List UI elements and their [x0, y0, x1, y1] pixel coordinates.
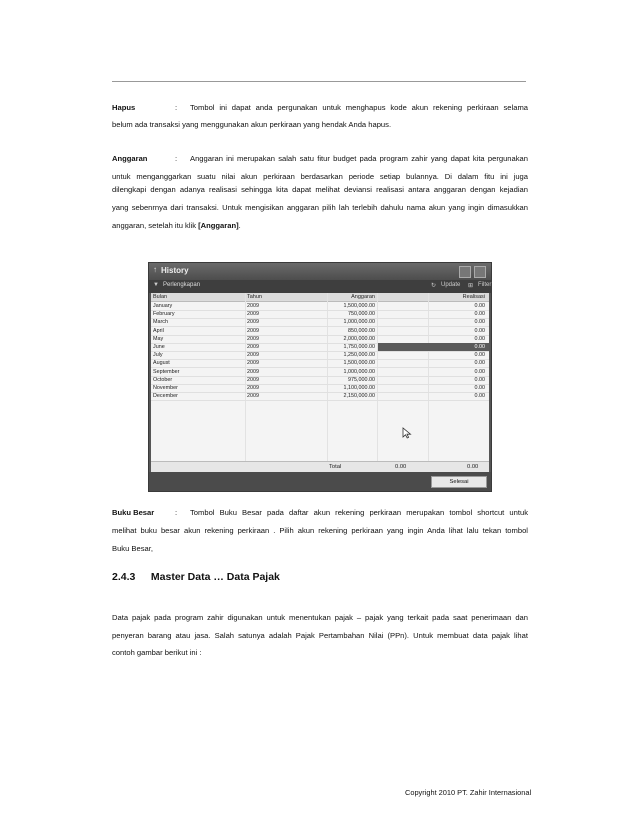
anggaran-line-4: yang sebenrnya dari transaksi. Untuk mengisikan anggaran pilih lah terlebih dahulu nama akun yang ingin dimasukkan: [112, 203, 528, 212]
total-label: Total: [329, 464, 342, 470]
back-arrow-icon[interactable]: ↑: [153, 265, 157, 274]
cell-tahun[interactable]: 2009: [247, 311, 259, 318]
anggaran-line-2: untuk menganggarkan suatu nilai akun perkiraan berdasarkan periode setiap bulannya. Di dalam fitu ini juga: [112, 172, 528, 181]
filter-icon[interactable]: ⊞: [468, 283, 474, 289]
history-window: [148, 262, 492, 492]
anggaran-line-5-end: .: [238, 221, 241, 230]
column-header-tahun[interactable]: Tahun: [247, 294, 262, 300]
cell-anggaran[interactable]: 1,100,000.00: [343, 385, 375, 391]
refresh-icon[interactable]: ↻: [431, 283, 437, 289]
cell-anggaran[interactable]: 1,500,000.00: [343, 360, 375, 367]
cell-bulan[interactable]: January: [153, 303, 173, 309]
budget-table: [151, 293, 489, 472]
cell-anggaran[interactable]: 1,000,000.00: [343, 368, 375, 375]
cell-anggaran[interactable]: 1,750,000.00: [343, 344, 375, 350]
pajak-line-1: Data pajak pada program zahir digunakan untuk menentukan pajak – pajak yang terkait pada saat penerimaan dan: [112, 613, 528, 622]
selesai-button[interactable]: Selesai: [431, 476, 487, 488]
anggaran-term: Anggaran: [112, 154, 148, 163]
table-row[interactable]: [151, 392, 489, 401]
cell-bulan[interactable]: July: [153, 352, 163, 359]
cell-bulan[interactable]: December: [153, 393, 178, 400]
cell-tahun[interactable]: 2009: [247, 319, 259, 326]
maximize-icon[interactable]: [474, 266, 486, 278]
hapus-colon: :: [175, 103, 178, 112]
column-header-bulan[interactable]: Bulan: [153, 294, 168, 300]
bukubesar-line-3: Buku Besar,: [112, 544, 153, 553]
panel-account-name: Perlengkapan: [163, 282, 201, 288]
hapus-line-1: Tombol ini dapat anda pergunakan untuk menghapus kode akun rekening perkiraan selama: [190, 103, 528, 112]
cell-realisasi[interactable]: 0.00: [474, 368, 485, 375]
cell-bulan[interactable]: April: [153, 327, 164, 334]
bukubesar-colon: :: [175, 508, 178, 517]
cell-tahun[interactable]: 2009: [247, 352, 259, 359]
cell-realisasi[interactable]: 0.00: [474, 319, 485, 326]
column-header-anggaran[interactable]: Anggaran: [351, 294, 375, 300]
mouse-pointer-icon: [402, 427, 412, 439]
cell-bulan[interactable]: August: [153, 360, 170, 367]
header-rule: [112, 81, 526, 82]
cell-tahun[interactable]: 2009: [247, 360, 259, 367]
cell-tahun[interactable]: 2009: [247, 344, 259, 350]
bukubesar-line-2: melihat buku besar akun rekening perkiraan . Pilih akun rekening perkiraan yang ingin Anda lihat lalu tekan tombol: [112, 526, 528, 535]
cell-anggaran[interactable]: 750,000.00: [348, 311, 375, 318]
anggaran-button-ref: [Anggaran]: [198, 221, 239, 230]
cell-tahun[interactable]: 2009: [247, 376, 259, 383]
update-button[interactable]: Update: [441, 282, 461, 288]
cell-anggaran[interactable]: 850,000.00: [348, 327, 375, 334]
cell-realisasi[interactable]: 0.00: [474, 376, 485, 383]
section-number: 2.4.3: [112, 571, 136, 583]
cell-tahun[interactable]: 2009: [247, 303, 259, 309]
cell-tahun[interactable]: 2009: [247, 393, 259, 400]
cell-anggaran[interactable]: 2,000,000.00: [343, 335, 375, 342]
cell-realisasi[interactable]: 0.00: [474, 385, 485, 391]
anggaran-line-5: [112, 216, 528, 236]
cell-realisasi[interactable]: 0.00: [474, 393, 485, 400]
cell-realisasi[interactable]: 0.00: [474, 335, 485, 342]
anggaran-line-3: dilengkapi dengan adanya realisasi sehingga kita dapat melihat deviansi realisasi antara anggaran dengan kejadian: [112, 185, 528, 194]
filter-button[interactable]: Filter: [478, 282, 492, 288]
page-footer: Copyright 2010 PT. Zahir Internasional: [405, 788, 532, 797]
cell-bulan[interactable]: March: [153, 319, 168, 326]
cell-anggaran[interactable]: 975,000.00: [348, 376, 375, 383]
cell-bulan[interactable]: October: [153, 376, 173, 383]
anggaran-line-5-text: anggaran, setelah itu klik: [112, 221, 199, 230]
column-header-realisasi[interactable]: Realisasi: [462, 294, 485, 300]
cell-realisasi[interactable]: 0.00: [474, 303, 485, 309]
window-titlebar: [149, 263, 491, 280]
table-header: [151, 293, 489, 302]
bukubesar-line-1: Tombol Buku Besar pada daftar akun rekening perkiraan merupakan tombol shortcut untuk: [190, 508, 528, 517]
cell-tahun[interactable]: 2009: [247, 327, 259, 334]
minimize-icon[interactable]: [459, 266, 471, 278]
cell-realisasi[interactable]: 0.00: [474, 327, 485, 334]
cell-tahun[interactable]: 2009: [247, 368, 259, 375]
bukubesar-term: Buku Besar: [112, 508, 155, 517]
hapus-term: Hapus: [112, 103, 136, 112]
pajak-line-3: contoh gambar berikut ini :: [112, 648, 202, 657]
cell-bulan[interactable]: June: [153, 344, 165, 350]
pajak-line-2: penyeran barang atau jasa. Salah satunya adalah Pajak Pertambahan Nilai (PPn). Untuk membuat data pajak lihat: [112, 631, 528, 640]
cell-anggaran[interactable]: 1,250,000.00: [343, 352, 375, 359]
window-footer: [149, 472, 491, 491]
cell-bulan[interactable]: November: [153, 385, 178, 391]
collapse-triangle-icon[interactable]: ▼: [153, 282, 159, 288]
panel-toolbar: [149, 280, 491, 293]
hapus-line-2: belum ada transaksi yang menggunakan akun perkiraan yang hendak Anda hapus.: [112, 120, 392, 129]
window-title: History: [161, 266, 189, 275]
cell-realisasi[interactable]: 0.00: [474, 360, 485, 367]
cell-anggaran[interactable]: 1,000,000.00: [343, 319, 375, 326]
section-title: Master Data … Data Pajak: [150, 571, 280, 583]
cell-tahun[interactable]: 2009: [247, 335, 259, 342]
cell-anggaran[interactable]: 2,150,000.00: [343, 393, 375, 400]
anggaran-line-1: Anggaran ini merupakan salah satu fitur budget pada program zahir yang dapat kita pergunakan: [190, 154, 528, 163]
cell-realisasi[interactable]: 0.00: [474, 344, 485, 350]
cell-anggaran[interactable]: 1,500,000.00: [343, 303, 375, 309]
section-heading: [112, 571, 280, 583]
anggaran-colon: :: [175, 154, 178, 163]
cell-bulan[interactable]: September: [153, 368, 180, 375]
cell-bulan[interactable]: February: [153, 311, 175, 318]
cell-realisasi[interactable]: 0.00: [474, 311, 485, 318]
cell-realisasi[interactable]: 0.00: [474, 352, 485, 359]
total-anggaran: 0.00: [395, 464, 407, 470]
cell-bulan[interactable]: May: [153, 335, 164, 342]
total-realisasi: 0.00: [467, 464, 479, 470]
cell-tahun[interactable]: 2009: [247, 385, 259, 391]
